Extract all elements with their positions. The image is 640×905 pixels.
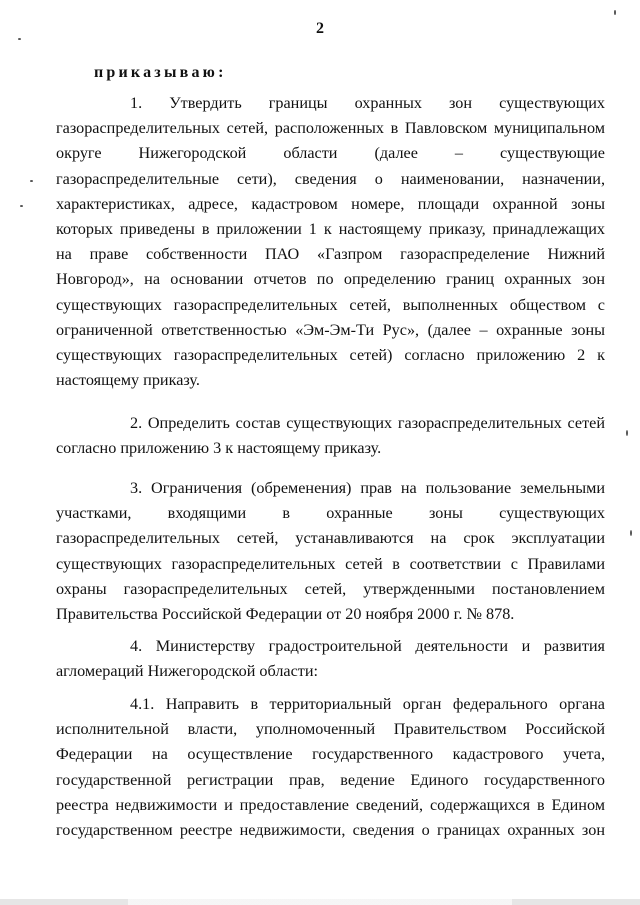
scan-speck [626, 430, 628, 436]
paragraph-line: Новгород», на основании отчетов по определению границ охранных зон [56, 270, 605, 289]
paragraph-line: газораспределительных сетей, расположенных в Павловском муниципальном [56, 119, 605, 138]
paragraph-4 [56, 634, 605, 684]
paragraph-line: 4.1. Направить в территориальный орган федерального органа [130, 695, 605, 713]
paragraph-line: 2. Определить состав существующих газораспределительных сетей [130, 414, 605, 432]
paragraph-2 [56, 411, 605, 461]
paragraph-line: участками, входящими в охранные зоны существующих [56, 504, 605, 523]
scan-speck [30, 180, 33, 182]
paragraph-line: газораспределительных сетей, устанавливаются на срок эксплуатации [56, 529, 605, 548]
paragraph-line: 3. Ограничения (обременения) прав на пользование земельными [130, 479, 605, 497]
paragraph-line: существующих газораспределительных сетей, выполненных обществом с [56, 295, 605, 314]
paragraph-line: 4. Министерству градостроительной деятельности и развития [130, 637, 605, 655]
paragraph-line: исполнительной власти, уполномоченный Правительством Российской [56, 720, 605, 739]
paragraph-line: 1. Утвердить границы охранных зон существующих [130, 94, 605, 112]
paragraph-3 [56, 476, 605, 627]
paragraph-line: Правительства Российской Федерации от 20 ноября 2000 г. № 878. [56, 605, 515, 624]
paragraph-line: охраны газораспределительных сетей, утвержденными постановлением [56, 579, 605, 598]
paragraph-line: которых приведены в приложении 1 к настоящему приказу, принадлежащих [56, 220, 605, 239]
page-number: 2 [316, 20, 324, 37]
paragraph-line: Федерации на осуществление государственного кадастрового учета, [56, 745, 605, 764]
paragraph-line: агломераций Нижегородской области: [56, 662, 319, 681]
paragraph-line: на праве собственности ПАО «Газпром газораспределение Нижний [56, 245, 605, 264]
paragraph-line: реестра недвижимости и предоставление сведений, содержащихся в Едином [56, 795, 605, 814]
scan-edge [0, 899, 640, 905]
order-heading: приказываю: [94, 64, 227, 81]
scan-speck [614, 10, 616, 15]
paragraph-line: характеристиках, адресе, кадастровом номере, площади охранной зоны [56, 194, 605, 213]
paragraph-1 [56, 91, 605, 393]
paragraph-line: государственной регистрации прав, ведение Единого государственного [56, 770, 605, 789]
paragraph-line: настоящему приказу. [56, 371, 200, 390]
paragraph-line: округе Нижегородской области (далее – существующие [56, 144, 605, 163]
scan-speck [20, 205, 23, 207]
paragraph-line: газораспределительные сети), сведения о наименовании, назначении, [56, 169, 605, 188]
paragraph-line: государственном реестре недвижимости, сведения о границах охранных зон [56, 821, 605, 840]
paragraph-line: согласно приложению 3 к настоящему приказу. [56, 439, 382, 458]
scan-speck [18, 38, 21, 40]
scan-speck [630, 530, 632, 536]
paragraph-line: существующих газораспределительных сетей) согласно приложению 2 к [56, 346, 605, 365]
paragraph-line: ограниченной ответственностью «Эм-Эм-Ти Рус», (далее – охранные зоны [56, 320, 605, 339]
paragraph-line: существующих газораспределительных сетей в соответствии с Правилами [56, 554, 605, 573]
paragraph-4-1 [56, 692, 605, 843]
